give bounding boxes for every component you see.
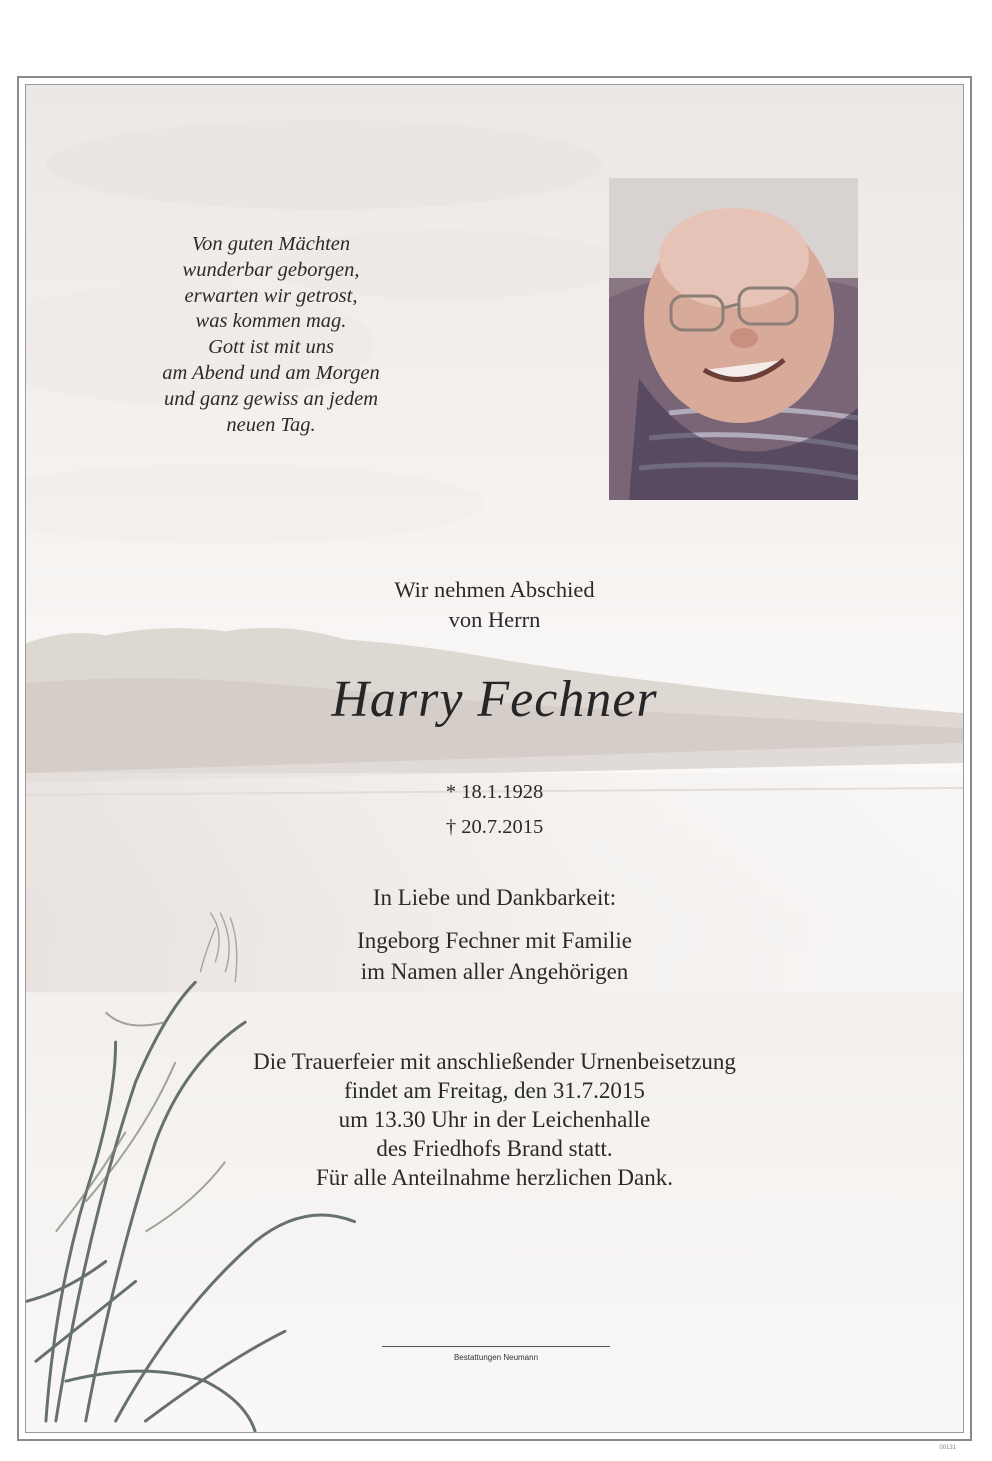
thanks-heading: In Liebe und Dankbarkeit: (372, 885, 617, 910)
quote-line: neuen Tag. (226, 413, 316, 436)
quote-block (136, 232, 406, 438)
quote-line: Gott ist mit uns (208, 336, 334, 359)
deceased-name: Harry Fechner (331, 671, 658, 728)
card (25, 84, 964, 1433)
mourners-line-1: Ingeborg Fechner mit Familie (357, 928, 632, 953)
death-date: † 20.7.2015 (445, 816, 544, 838)
service-line: um 13.30 Uhr in der Leichenhalle (338, 1107, 651, 1132)
quote-line: am Abend und am Morgen (162, 361, 380, 384)
life-dates (26, 775, 963, 845)
quote-line: und ganz gewiss an jedem (163, 387, 379, 410)
quote-line: erwarten wir getrost, (184, 284, 358, 307)
portrait-image (609, 178, 858, 500)
quote-line: was kommen mag. (195, 310, 347, 333)
undertaker-name: Bestattungen Neumann (453, 1353, 539, 1362)
service-line: findet am Freitag, den 31.7.2015 (344, 1078, 645, 1103)
quote-line: wunderbar geborgen, (182, 258, 360, 281)
footer-divider (382, 1346, 610, 1347)
card-frame (17, 76, 972, 1441)
service-line: des Friedhofs Brand statt. (376, 1136, 613, 1161)
intro-line-2: von Herrn (448, 607, 541, 632)
portrait-photo (609, 178, 858, 500)
funeral-service-info (26, 1047, 963, 1192)
quote-line: Von guten Mächten (191, 233, 351, 255)
farewell-intro (26, 575, 963, 635)
service-line: Für alle Anteilnahme herzlichen Dank. (315, 1165, 674, 1190)
birth-date: * 18.1.1928 (445, 781, 544, 803)
mourners-line-2: im Namen aller Angehörigen (360, 959, 629, 984)
intro-line-1: Wir nehmen Abschied (394, 577, 595, 602)
service-line: Die Trauerfeier mit anschließender Urnenbeisetzung (253, 1049, 736, 1074)
mourners (26, 925, 963, 987)
print-mark: 00131 (939, 1445, 956, 1451)
